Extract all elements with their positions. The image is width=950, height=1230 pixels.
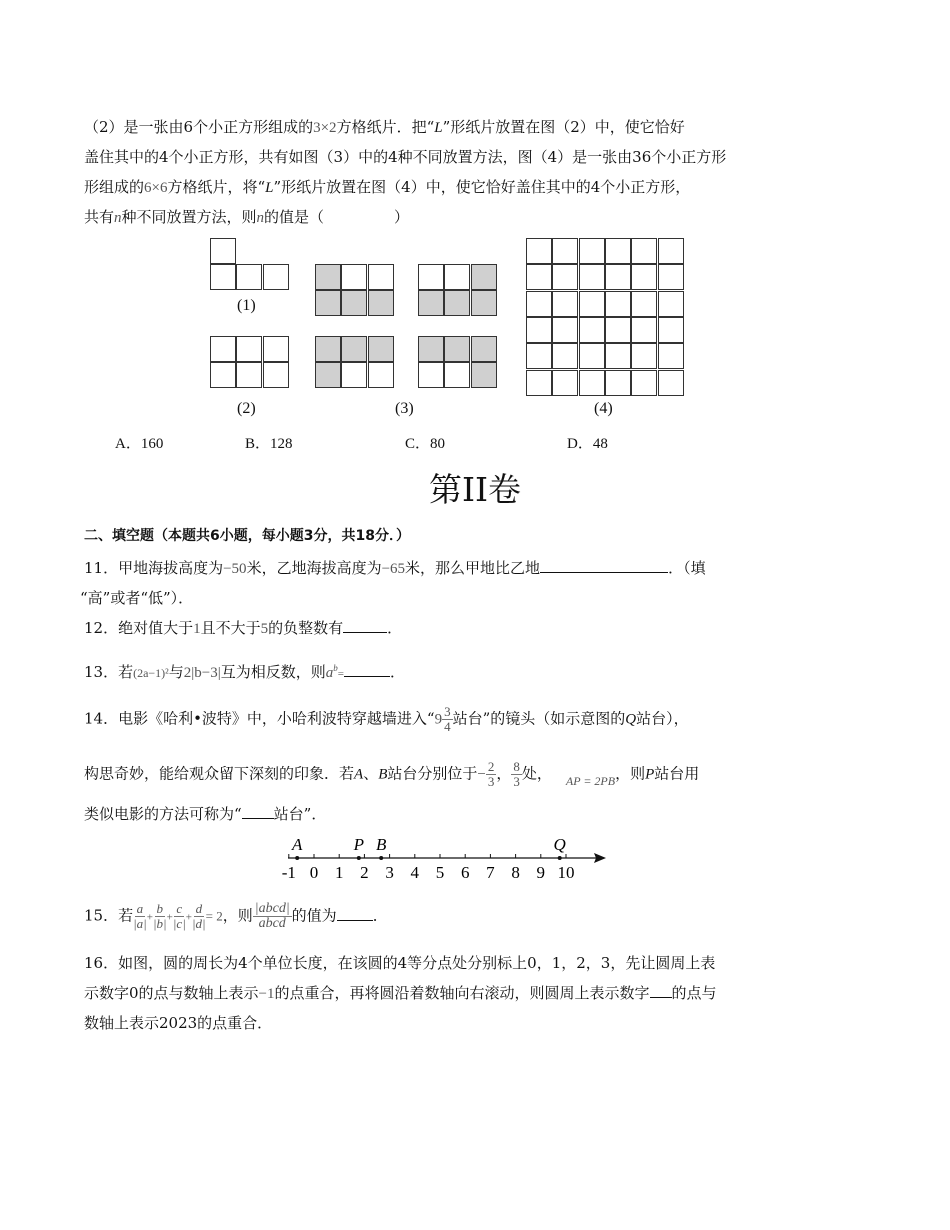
grid-cell (605, 370, 631, 396)
q14-line2: 构思奇妙，能给观众留下深刻的印象．若A、B站台分别位于− $\frac{2}{3}$ ， $\frac{8}{3}$ 处， $_{AP = 2PB}$，则P站台用 (84, 759, 700, 789)
tick-label: 6 (460, 863, 470, 882)
grid-cell (263, 336, 289, 362)
tick-label: -1 (281, 863, 296, 882)
grid-cell (236, 362, 262, 388)
grid-cell (444, 362, 470, 388)
grid-cell (658, 317, 684, 343)
grid-cell (210, 238, 236, 264)
q10-line4: 共有n种不同放置方法，则n的值是（ ） (84, 208, 410, 226)
option-a[interactable]: A．160 (115, 436, 164, 452)
tick-label: 9 (536, 863, 546, 882)
grid-cell (526, 370, 552, 396)
grid-cell (552, 291, 578, 317)
grid-cell (471, 264, 497, 290)
tick-label: 2 (360, 863, 369, 882)
grid-cell (552, 370, 578, 396)
q12-answer-blank[interactable] (343, 618, 387, 633)
q14-line1: 14．电影《哈利•波特》中，小哈利波特穿越墙进入“9 $\frac{3}{4}$ 站台”的镜头（如示意图的Q站台）， (84, 704, 689, 734)
grid-cell (526, 291, 552, 317)
grid-cell (236, 264, 262, 290)
grid-cell (341, 362, 367, 388)
grid-cell (658, 343, 684, 369)
grid-cell (526, 317, 552, 343)
grid-cell (341, 290, 367, 316)
grid-cell (210, 336, 236, 362)
grid-cell (210, 362, 236, 388)
grid-cell (605, 343, 631, 369)
q16-answer-blank[interactable] (650, 983, 672, 998)
grid-cell (368, 336, 394, 362)
q16-line2: 示数字0的点与数轴上表示−1的点重合，再将圆沿着数轴向右滚动，则圆周上表示数字 的点与 (84, 984, 717, 1002)
option-c[interactable]: C．80 (405, 436, 446, 452)
point-p (357, 856, 361, 860)
grid-cell (579, 343, 605, 369)
grid-cell (368, 362, 394, 388)
tick-label: 0 (309, 863, 319, 882)
part-title: 第II卷 (428, 470, 522, 509)
grid-cell (471, 336, 497, 362)
grid-cell (552, 264, 578, 290)
tick-label: 5 (435, 863, 445, 882)
grid-cell (315, 290, 341, 316)
option-b[interactable]: B．128 (245, 436, 293, 452)
figure-label-2: (2) (237, 400, 256, 417)
grid-cell (631, 317, 657, 343)
option-d[interactable]: D．48 (567, 436, 608, 452)
grid-cell (236, 336, 262, 362)
grid-cell (605, 317, 631, 343)
tick-label: 8 (511, 863, 520, 882)
grid-cell (444, 290, 470, 316)
q11-line1: 11．甲地海拔高度为−50米，乙地海拔高度为−65米，那么甲地比乙地 ．（填 (84, 559, 706, 577)
point-q (558, 856, 562, 860)
grid-cell (579, 291, 605, 317)
grid-cell (341, 336, 367, 362)
tick-label: 3 (385, 863, 394, 882)
grid-cell (418, 264, 444, 290)
grid-cell (605, 264, 631, 290)
grid-cell (418, 362, 444, 388)
q16-line3: 数轴上表示2023的点重合． (84, 1014, 273, 1032)
grid-cell (631, 291, 657, 317)
grid-cell (444, 264, 470, 290)
point-a (295, 856, 299, 860)
point-label: Q (553, 835, 566, 854)
number-line (280, 830, 620, 882)
grid-cell (579, 264, 605, 290)
grid-cell (471, 362, 497, 388)
grid-cell (631, 238, 657, 264)
grid-cell (526, 343, 552, 369)
grid-cell (631, 343, 657, 369)
point-label: P (353, 835, 364, 854)
q15-answer-blank[interactable] (337, 906, 373, 921)
grid-cell (418, 336, 444, 362)
figure-label-1: (1) (237, 297, 256, 314)
grid-cell (368, 264, 394, 290)
grid-cell (605, 238, 631, 264)
q11-line2: “高”或者“低”）． (80, 589, 194, 607)
grid-cell (418, 290, 444, 316)
q15: 15．若 $\frac{a}{|a|}$ + $\frac{b}{|b|}$ + $\frac{c}{|c|}$ + $\frac{d}{|d|}$ = 2，则 $\frac{\text{|abcd|}}{\text{abcd}}$ 的值为 ． (84, 901, 388, 931)
grid-cell (368, 290, 394, 316)
grid-cell (315, 362, 341, 388)
grid-cell (526, 238, 552, 264)
grid-cell (210, 264, 236, 290)
grid-cell (444, 336, 470, 362)
q13: 13．若(2a−1)²与2|b−3|互为相反数，则$a^b=$ ． (84, 663, 406, 681)
grid-cell (658, 264, 684, 290)
point-b (379, 856, 383, 860)
grid-cell (579, 238, 605, 264)
grid-cell (631, 264, 657, 290)
grid-cell (658, 238, 684, 264)
grid-cell (552, 317, 578, 343)
grid-cell (471, 290, 497, 316)
q14-answer-blank[interactable] (242, 804, 274, 819)
grid-cell (605, 291, 631, 317)
grid-cell (263, 264, 289, 290)
q10-line1: （2）是一张由6个小正方形组成的3×2方格纸片．把“L”形纸片放置在图（2）中，使它恰好 (84, 118, 685, 136)
grid-cell (552, 238, 578, 264)
grid-cell (579, 317, 605, 343)
point-label: B (376, 835, 387, 854)
section-heading: 二、填空题（本题共6小题，每小题3分，共18分．） (84, 528, 410, 544)
q13-answer-blank[interactable] (344, 662, 390, 677)
grid-cell (631, 370, 657, 396)
grid-cell (341, 264, 367, 290)
figure-label-3: (3) (395, 400, 414, 417)
grid-cell (315, 336, 341, 362)
q10-line3: 形组成的6×6方格纸片，将“L”形纸片放置在图（4）中，使它恰好盖住其中的4个小正方形， (84, 178, 691, 196)
q12: 12．绝对值大于1且不大于5的负整数有 ． (84, 619, 403, 637)
tick-label: 7 (486, 863, 495, 882)
grid-cell (658, 370, 684, 396)
q14-line3: 类似电影的方法可称为“ 站台”． (84, 805, 327, 823)
point-label: A (292, 835, 303, 854)
grid-cell (579, 370, 605, 396)
grid-cell (526, 264, 552, 290)
grid-cell (552, 343, 578, 369)
grid-cell (658, 291, 684, 317)
q16-line1: 16．如图，圆的周长为4个单位长度，在该圆的4等分点处分别标上0，1，2，3，先让圆周上表 (84, 954, 716, 972)
grid-cell (263, 362, 289, 388)
tick-label: 1 (334, 863, 344, 882)
grid-cell (315, 264, 341, 290)
figure-label-4: (4) (594, 400, 613, 417)
q11-answer-blank[interactable] (540, 558, 668, 573)
tick-label: 4 (410, 863, 420, 882)
tick-label: 10 (557, 863, 575, 882)
q10-line2: 盖住其中的4个小正方形，共有如图（3）中的4种不同放置方法，图（4）是一张由36个小正方形 (84, 148, 727, 166)
